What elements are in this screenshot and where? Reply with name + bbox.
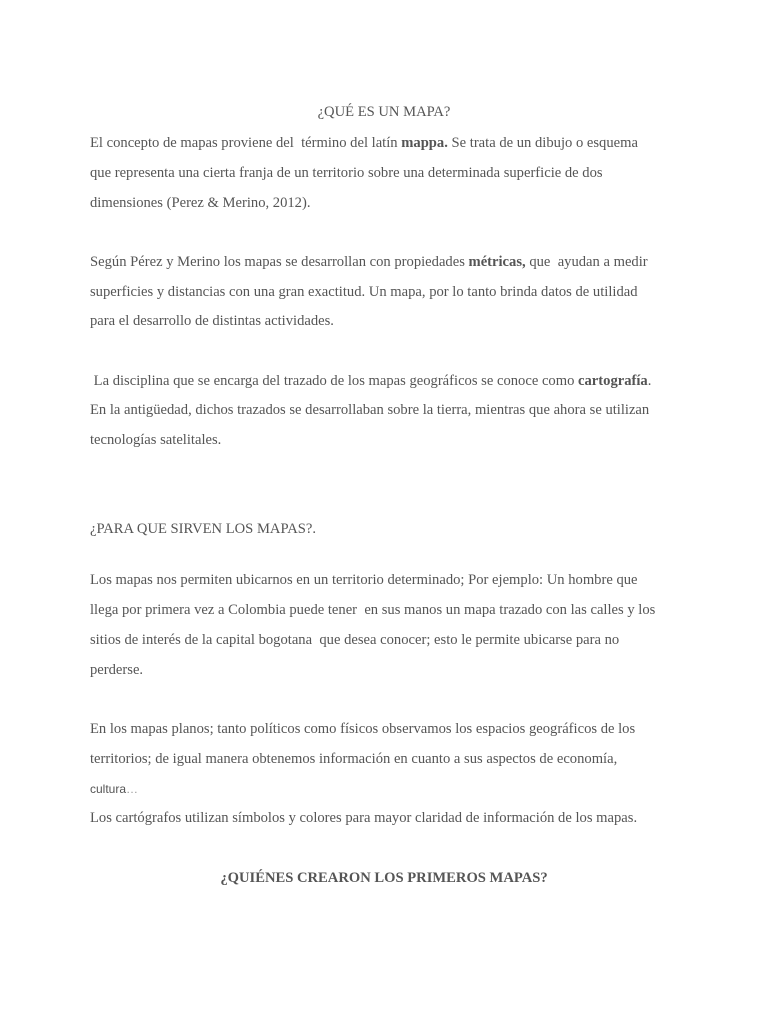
bold-term-mappa: mappa. xyxy=(401,135,448,151)
text-run: Según Pérez y Merino los mapas se desarrollan con propiedades xyxy=(90,254,469,270)
paragraph-line: En la antigüedad, dichos trazados se desarrollaban sobre la tierra, mientras que ahora se utilizan xyxy=(90,402,650,418)
paragraph-line: superficies y distancias con una gran exactitud. Un mapa, por lo tanto brinda datos de utilidad xyxy=(90,284,638,300)
text-run: Se trata de un dibujo o esquema xyxy=(447,135,638,151)
paragraph-line xyxy=(90,780,138,798)
paragraph-line: que representa una cierta franja de un territorio sobre una determinada superficie de dos xyxy=(90,165,603,181)
paragraph-line: perderse. xyxy=(90,662,144,678)
ellipsis: … xyxy=(126,782,139,796)
bold-term-metricas: métricas, xyxy=(468,254,526,270)
bold-term-cartografia: cartografía xyxy=(578,373,648,389)
paragraph-line: llega por primera vez a Colombia puede tener en sus manos un mapa trazado con las calles y los xyxy=(90,602,656,618)
paragraph-line: Los cartógrafos utilizan símbolos y colores para mayor claridad de información de los mapas. xyxy=(90,810,638,826)
paragraph-line: territorios; de igual manera obtenemos información en cuanto a sus aspectos de economía, xyxy=(90,751,618,767)
paragraph-line: sitios de interés de la capital bogotana que desea conocer; esto le permite ubicarse para no xyxy=(90,632,620,648)
paragraph-line xyxy=(90,253,648,271)
paragraph-line: En los mapas planos; tanto políticos como físicos observamos los espacios geográficos de los xyxy=(90,721,636,737)
text-run: La disciplina que se encarga del trazado de los mapas geográficos se conoce como xyxy=(90,373,579,389)
paragraph-line xyxy=(90,134,638,152)
text-run: que ayudan a medir xyxy=(525,254,648,270)
heading-text: ¿QUIÉNES CREARON LOS PRIMEROS MAPAS? xyxy=(220,870,548,886)
paragraph-line xyxy=(90,372,651,390)
paragraph-line: dimensiones (Perez & Merino, 2012). xyxy=(90,195,311,211)
paragraph-line: para el desarrollo de distintas actividades. xyxy=(90,313,334,329)
text-run: . xyxy=(647,373,652,389)
paragraph-line: tecnologías satelitales. xyxy=(90,432,222,448)
heading-quienes-crearon xyxy=(0,869,768,887)
paragraph-line: Los mapas nos permiten ubicarnos en un territorio determinado; Por ejemplo: Un hombre que xyxy=(90,572,638,588)
text-run: cultura xyxy=(90,782,127,796)
heading-que-es-un-mapa: ¿QUÉ ES UN MAPA? xyxy=(317,104,451,120)
text-run: El concepto de mapas proviene del término del latín xyxy=(90,135,402,151)
heading-para-que-sirven: ¿PARA QUE SIRVEN LOS MAPAS?. xyxy=(90,521,317,537)
